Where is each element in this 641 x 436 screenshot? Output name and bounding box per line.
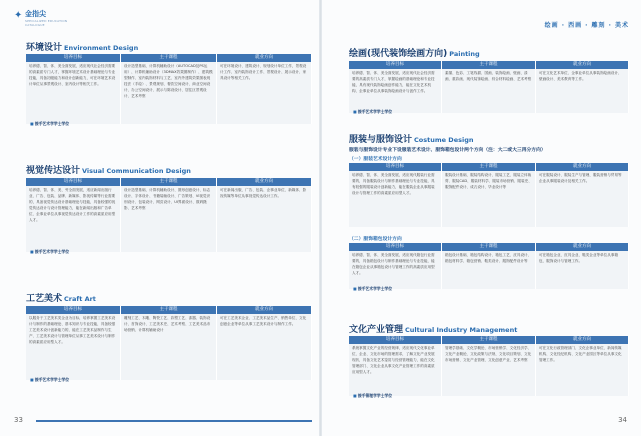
cell-goal: 培养德、智、体、美全面发展，适应现代箱包行业需要的，具备箱包设计与制作基础理论与专业技能，能在箱包企业从事箱包设计与管理工作的高素质应用型人才。	[349, 251, 442, 289]
fashion-subhead-2: （二）服饰箱包设计方向	[349, 237, 402, 242]
col-courses: 主干课程	[442, 163, 536, 171]
table-row	[26, 186, 312, 252]
table-row	[349, 171, 629, 227]
cell-career: 可在文化艺术单位、企事业单位从事装饰绘画设计、壁画设计、美术教育等工作。	[536, 69, 629, 113]
table-row	[349, 251, 629, 289]
section-title-craft: 工艺美术 Craft Art	[26, 294, 96, 304]
cell-goal: 培养德、智、体、美全面发展，适应现代服装行业需要的，具备服装设计与制作基础理论与专业技能，具有较强的服装设计创新能力，能在服装企业从事服装设计与管理工作的高素质应用型人才。	[349, 171, 442, 227]
cell-career: 可在新闻出版、广告、包装、企事业单位、新媒体、影视传媒等单位从事视觉传达设计工作。	[217, 186, 312, 252]
logo-subtitle: SPECIALIZED EDUCATION CATALOGUE	[25, 19, 68, 27]
degree-note-env: ■ 接手艺术学学士学位	[30, 121, 69, 127]
degree-note-vis: ■ 接手艺术学学士学位	[30, 249, 69, 255]
table-craft	[26, 306, 312, 380]
cell-goal: 培养德、智、体、美、劳全面发展，适应新闻出版行业、广告、包装、品牌、新媒体、影视传媒等行业需要的，具备视觉传达设计基础理论与技能，具备较强的视觉传达设计与设计管理能力，能在新闻出版和广告单位、企事业单位从事视觉传达设计工作的高素质应用型人才。	[26, 186, 121, 252]
table-row	[26, 62, 312, 124]
col-courses: 主干课程	[442, 243, 536, 251]
col-courses: 主干课程	[121, 54, 217, 62]
cell-goal: 培养德、智、体、美全面发展，适应现代社会经济需要的高素质专门人才，掌握绘画的基础理论和专业技能，具有现代装饰绘画创作能力，能在文化艺术机构、企事业单位从事装饰绘画设计与创作工作。	[349, 69, 442, 113]
page-right	[321, 0, 641, 436]
col-career: 就业方向	[536, 243, 629, 251]
logo-icon: ✦	[14, 10, 23, 21]
fashion-intro: 服装与服饰设计专业下设服装艺术设计、服饰箱包设计两个方向（注：大二或大三再分方向）	[349, 148, 546, 153]
table-row	[349, 344, 629, 396]
cell-career: 可在服装设计、服装生产与管理、服装营销与贸易等企业从事服装设计及相关工作。	[536, 171, 629, 227]
cell-courses: 设计造型基础、计算机辅助设计、图形创意设计、标志设计、字体设计、书籍装帧设计、广告策划、VI视觉识别设计、包装设计、网页设计、UI界面设计、数码摄影、艺术考察	[121, 186, 217, 252]
table-culture	[349, 336, 629, 396]
logo-text: 金指尖	[25, 10, 46, 18]
col-career: 就业方向	[217, 178, 312, 186]
table-vis	[26, 178, 312, 252]
cell-courses: 素描、色彩、工笔线描、国画、装饰绘画、壁画、漆画、重彩画、现代装饰绘画、综合材料绘画、艺术考察	[442, 69, 536, 113]
bottom-bar	[36, 420, 312, 422]
section-title-vis: 视觉传达设计 Visual Communication Design	[26, 166, 191, 176]
col-goal: 培养目标	[349, 61, 442, 69]
page-number-right: 34	[618, 416, 627, 424]
table-header	[26, 178, 312, 186]
col-career: 就业方向	[536, 61, 629, 69]
table-header	[349, 163, 629, 171]
col-goal: 培养目标	[26, 306, 121, 314]
col-career: 就业方向	[217, 54, 312, 62]
logo	[14, 8, 84, 30]
table-env	[26, 54, 312, 124]
col-goal: 培养目标	[349, 163, 442, 171]
cell-goal: 以服务于工艺美术类企业为目标，培养掌握工艺美术设计与制作的基础理论、基本知识与专业技能，具备较强工艺美术设计创新能力的，能在工艺美术品制作与生产、工艺美术设计与管理单位从事工艺美术设计与制作的高素质应用型人才。	[26, 314, 121, 380]
cell-courses: 箱包设计基础、箱包结构设计、箱包工艺、皮具设计、箱包材料学、箱包营销、鞋类设计、服饰配件设计等	[442, 251, 536, 289]
top-tagline: 绘画 · 西画 · 雕刻 · 美术	[544, 22, 629, 29]
table-header	[349, 336, 629, 344]
cell-career: 可在环境设计、建筑设计、规划设计单位工作，景观设计工作、室内装饰设计工作、景观设计、展示设计、家具设计等相关工作。	[217, 62, 312, 124]
table-row	[26, 314, 312, 380]
table-row	[349, 69, 629, 113]
section-title-culture: 文化产业管理 Cultural Industry Management	[349, 325, 518, 335]
col-career: 就业方向	[536, 163, 629, 171]
cell-courses: 雕刻工艺、木雕、陶瓷工艺、彩塑工艺、漆器、装饰设计、首饰设计、工艺美术史、艺术考察、工艺美术品市场营销、计算机辅助设计	[121, 314, 217, 380]
col-goal: 培养目标	[349, 336, 442, 344]
cell-goal: 培养德、智、体、美全面发展，适应现代社会经济需要的高素质专门人才，掌握环境艺术设计基础理论与专业技能，具备初级能力和设计创新能力，可在环境艺术设计单位从事景观设计、室内设计等相关工作。	[26, 62, 121, 124]
section-title-paint: 绘画(现代装饰绘画方向) Painting	[349, 49, 480, 59]
cell-career: 可在箱包企业、皮具企业、鞋类企业等单位从事箱包、服饰设计与管理工作。	[536, 251, 629, 289]
page-left	[0, 0, 320, 436]
col-courses: 主干课程	[442, 61, 536, 69]
table-fashion-1	[349, 163, 629, 227]
cell-courses: 管理学基础、文化学概论、市场营销学、文化经济学、文化产业概论、文化政策与法规、文化项目策划、文化市场营销、文化产业管理、文化创意产业、艺术考察	[442, 344, 536, 396]
table-header	[26, 54, 312, 62]
col-courses: 主干课程	[121, 306, 217, 314]
col-career: 就业方向	[217, 306, 312, 314]
col-goal: 培养目标	[26, 178, 121, 186]
col-courses: 主干课程	[121, 178, 217, 186]
col-goal: 培养目标	[26, 54, 121, 62]
cell-courses: 设计造型基础、计算机辅助设计（AUTOCAD及PS运用）、计算机辅助设计（3DMAX效果图制作）、建筑模型制作、室内装饰材料与工艺、室内外建筑效果图表现技法（手绘）、景观规划、餐饮空间设计、商业空间设计、办公空间设计、展示与陈设设计、居住区景观设计、艺术考察	[121, 62, 217, 124]
cell-career: 可在工艺美术企业、工艺美术品生产、销售单位、文化创意企业等单位从事工艺美术设计与制作工作。	[217, 314, 312, 380]
degree-note-craft: ■ 接手艺术学学士学位	[30, 377, 69, 383]
col-courses: 主干课程	[442, 336, 536, 344]
degree-note-fashion: ■ 接手艺术学学士学位	[353, 286, 392, 292]
table-paint	[349, 61, 629, 113]
cell-goal: 系统掌握文化产业的经营规律，适应现代文化事业单位、企业、文化市场的管理需求，了解文化产业发展现状，具备文化艺术鉴赏与经营管理能力，能在文化管理部门、文化企业从事文化产业管理工作的高素质应用型人才。	[349, 344, 442, 396]
fashion-subhead-1: （一）服装艺术设计方向	[349, 157, 402, 162]
table-header	[349, 61, 629, 69]
page-number-left: 33	[14, 416, 23, 424]
section-title-fashion: 服装与服饰设计 Costume Design	[349, 135, 474, 145]
degree-note-culture: ■ 接手管理学学士学位	[353, 393, 392, 399]
col-goal: 培养目标	[349, 243, 442, 251]
cell-career: 可在文化行政管理部门、文化企事业单位、新闻传媒机构、文化经纪机构、文化产业园区等单位从事文化管理工作。	[536, 344, 629, 396]
section-title-env: 环境设计 Environment Design	[26, 43, 139, 53]
cell-courses: 服装设计基础、服装结构设计、服装工艺、服装立体裁剪、服装CAD、服装材料学、服装市场营销、服装史、服饰配件设计、成衣设计、毕业设计等	[442, 171, 536, 227]
degree-note-paint: ■ 接手艺术学学士学位	[353, 109, 392, 115]
table-header	[26, 306, 312, 314]
table-header	[349, 243, 629, 251]
col-career: 就业方向	[536, 336, 629, 344]
table-fashion-2	[349, 243, 629, 289]
